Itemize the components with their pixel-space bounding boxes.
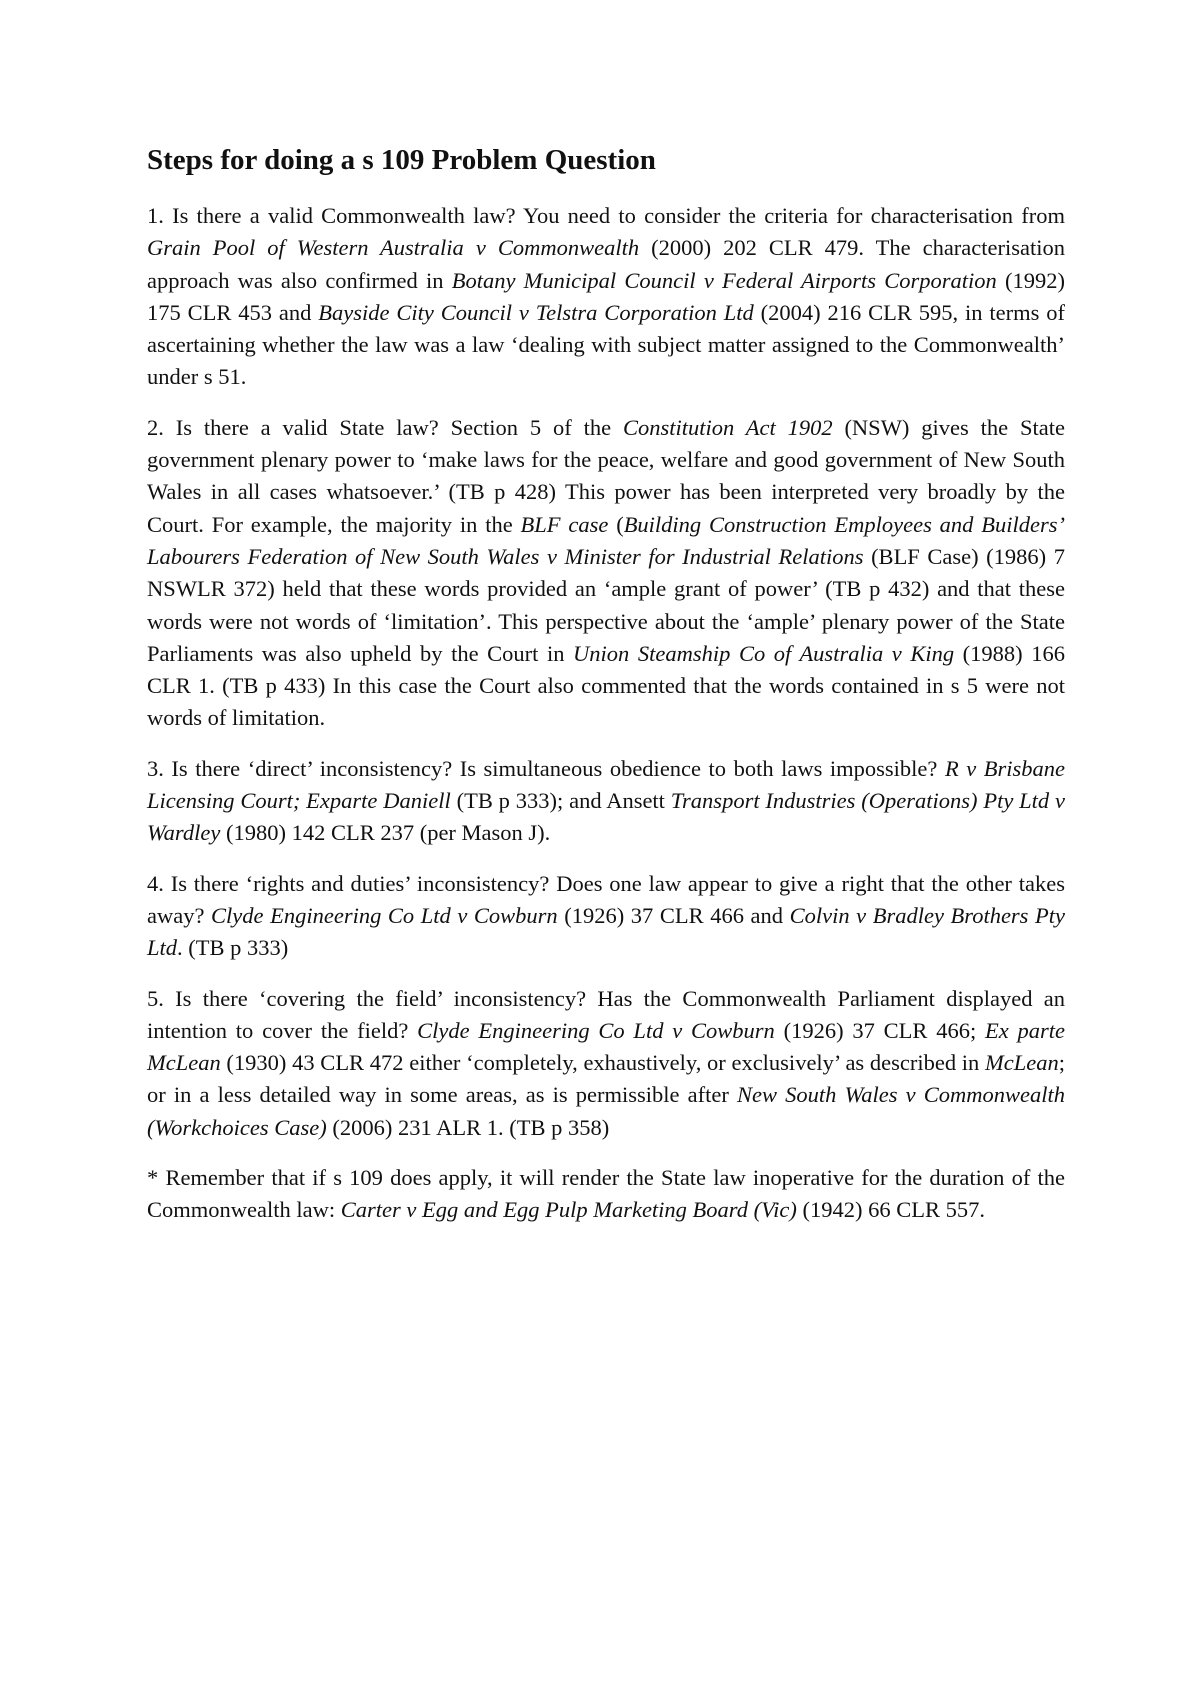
paragraph-text: * Remember that if s 109 does apply, it will render the State law inoperative for the duration of the Commonwealth law: bbox=[147, 1165, 1065, 1223]
paragraph-list bbox=[147, 200, 1065, 1227]
case-citation: Constitution Act 1902 bbox=[623, 414, 833, 440]
case-citation: Building Construction Employees and Builders’ Labourers Federation of New South Wales v Minister for Industrial Relations bbox=[147, 511, 1065, 569]
paragraph-text: (TB p 333); and Ansett bbox=[450, 788, 671, 814]
case-citation: Clyde Engineering Co Ltd v Cowburn bbox=[417, 1017, 775, 1043]
case-citation: Carter v Egg and Egg Pulp Marketing Board (Vic) bbox=[340, 1197, 797, 1223]
paragraph-5 bbox=[147, 983, 1065, 1144]
case-citation: Transport Industries (Operations) Pty Ltd v Wardley bbox=[147, 788, 1065, 846]
case-citation: New South Wales v Commonwealth (Workchoices Case) bbox=[147, 1082, 1066, 1140]
paragraph-text: (2006) 231 ALR 1. (TB p 358) bbox=[326, 1114, 610, 1140]
paragraph-text: (1926) 37 CLR 466 and bbox=[557, 902, 790, 928]
paragraph-text: (BLF Case) (1986) 7 NSWLR 372) held that these words provided an ‘ample grant of power’ (TB p 432) and that these words were not words of ‘limitation’. This perspective about the ‘ample’ plenary power of the State Parliaments was also upheld by the Court in bbox=[147, 543, 1065, 666]
paragraph-text: (NSW) gives the State government plenary power to ‘make laws for the peace, welfare and good government of New South Wales in all cases whatsoever.’ (TB p 428) This power has been interpreted very broadly by the Court. For example, the majority in the bbox=[147, 414, 1065, 537]
document-body bbox=[147, 142, 1065, 1245]
paragraph-text: 2. Is there a valid State law? Section 5 of the bbox=[147, 414, 623, 440]
case-citation: R v Brisbane Licensing Court; Exparte Daniell bbox=[147, 755, 1065, 814]
paragraph-text: 5. Is there ‘covering the field’ inconsistency? Has the Commonwealth Parliament displayed an intention to cover the field? bbox=[147, 985, 1065, 1043]
case-citation: Bayside City Council v Telstra Corporation Ltd bbox=[318, 299, 754, 325]
case-citation: Colvin v Bradley Brothers Pty Ltd bbox=[147, 902, 1065, 961]
paragraph-text: (1992) 175 CLR 453 and bbox=[147, 267, 1065, 325]
paragraph-3 bbox=[147, 753, 1065, 850]
paragraph-text: (1942) 66 CLR 557. bbox=[796, 1197, 986, 1223]
case-citation: BLF case bbox=[520, 511, 609, 537]
paragraph-text: (1980) 142 CLR 237 (per Mason J). bbox=[220, 820, 551, 846]
case-citation: Botany Municipal Council v Federal Airports Corporation bbox=[451, 267, 997, 293]
paragraph-text: 3. Is there ‘direct’ inconsistency? Is simultaneous obedience to both laws impossible? bbox=[147, 755, 945, 781]
case-citation: McLean bbox=[985, 1050, 1059, 1076]
paragraph-4 bbox=[147, 868, 1065, 965]
paragraph-6 bbox=[147, 1162, 1065, 1227]
case-citation: Grain Pool of Western Australia v Commonwealth bbox=[147, 235, 640, 261]
paragraph-text: (2004) 216 CLR 595, in terms of ascertaining whether the law was a law ‘dealing with subject matter assigned to the Commonwealth’ under s 51. bbox=[147, 299, 1065, 390]
document-title: Steps for doing a s 109 Problem Question bbox=[147, 144, 656, 176]
case-citation: Union Steamship Co of Australia v King bbox=[573, 640, 955, 666]
paragraph-1 bbox=[147, 200, 1065, 394]
case-citation: Ex parte McLean bbox=[147, 1017, 1065, 1076]
paragraph-2 bbox=[147, 412, 1065, 735]
paragraph-text: (1988) 166 CLR 1. (TB p 433) In this case the Court also commented that the words contained in s 5 were not words of limitation. bbox=[147, 640, 1065, 731]
paragraph-text: ; or in a less detailed way in some areas, as is permissible after bbox=[147, 1050, 1065, 1108]
paragraph-text: (1926) 37 CLR 466; bbox=[774, 1017, 985, 1043]
paragraph-text: . (TB p 333) bbox=[177, 935, 289, 961]
paragraph-text: 4. Is there ‘rights and duties’ inconsistency? Does one law appear to give a right that the other takes away? bbox=[147, 870, 1065, 928]
case-citation: Clyde Engineering Co Ltd v Cowburn bbox=[211, 902, 558, 928]
paragraph-text: 1. Is there a valid Commonwealth law? You need to consider the criteria for characterisation from bbox=[147, 203, 1065, 228]
paragraph-text: (1930) 43 CLR 472 either ‘completely, exhaustively, or exclusively’ as described in bbox=[220, 1050, 985, 1076]
paragraph-text: (2000) 202 CLR 479. The characterisation approach was also confirmed in bbox=[147, 235, 1065, 293]
paragraph-text: ( bbox=[608, 511, 624, 537]
